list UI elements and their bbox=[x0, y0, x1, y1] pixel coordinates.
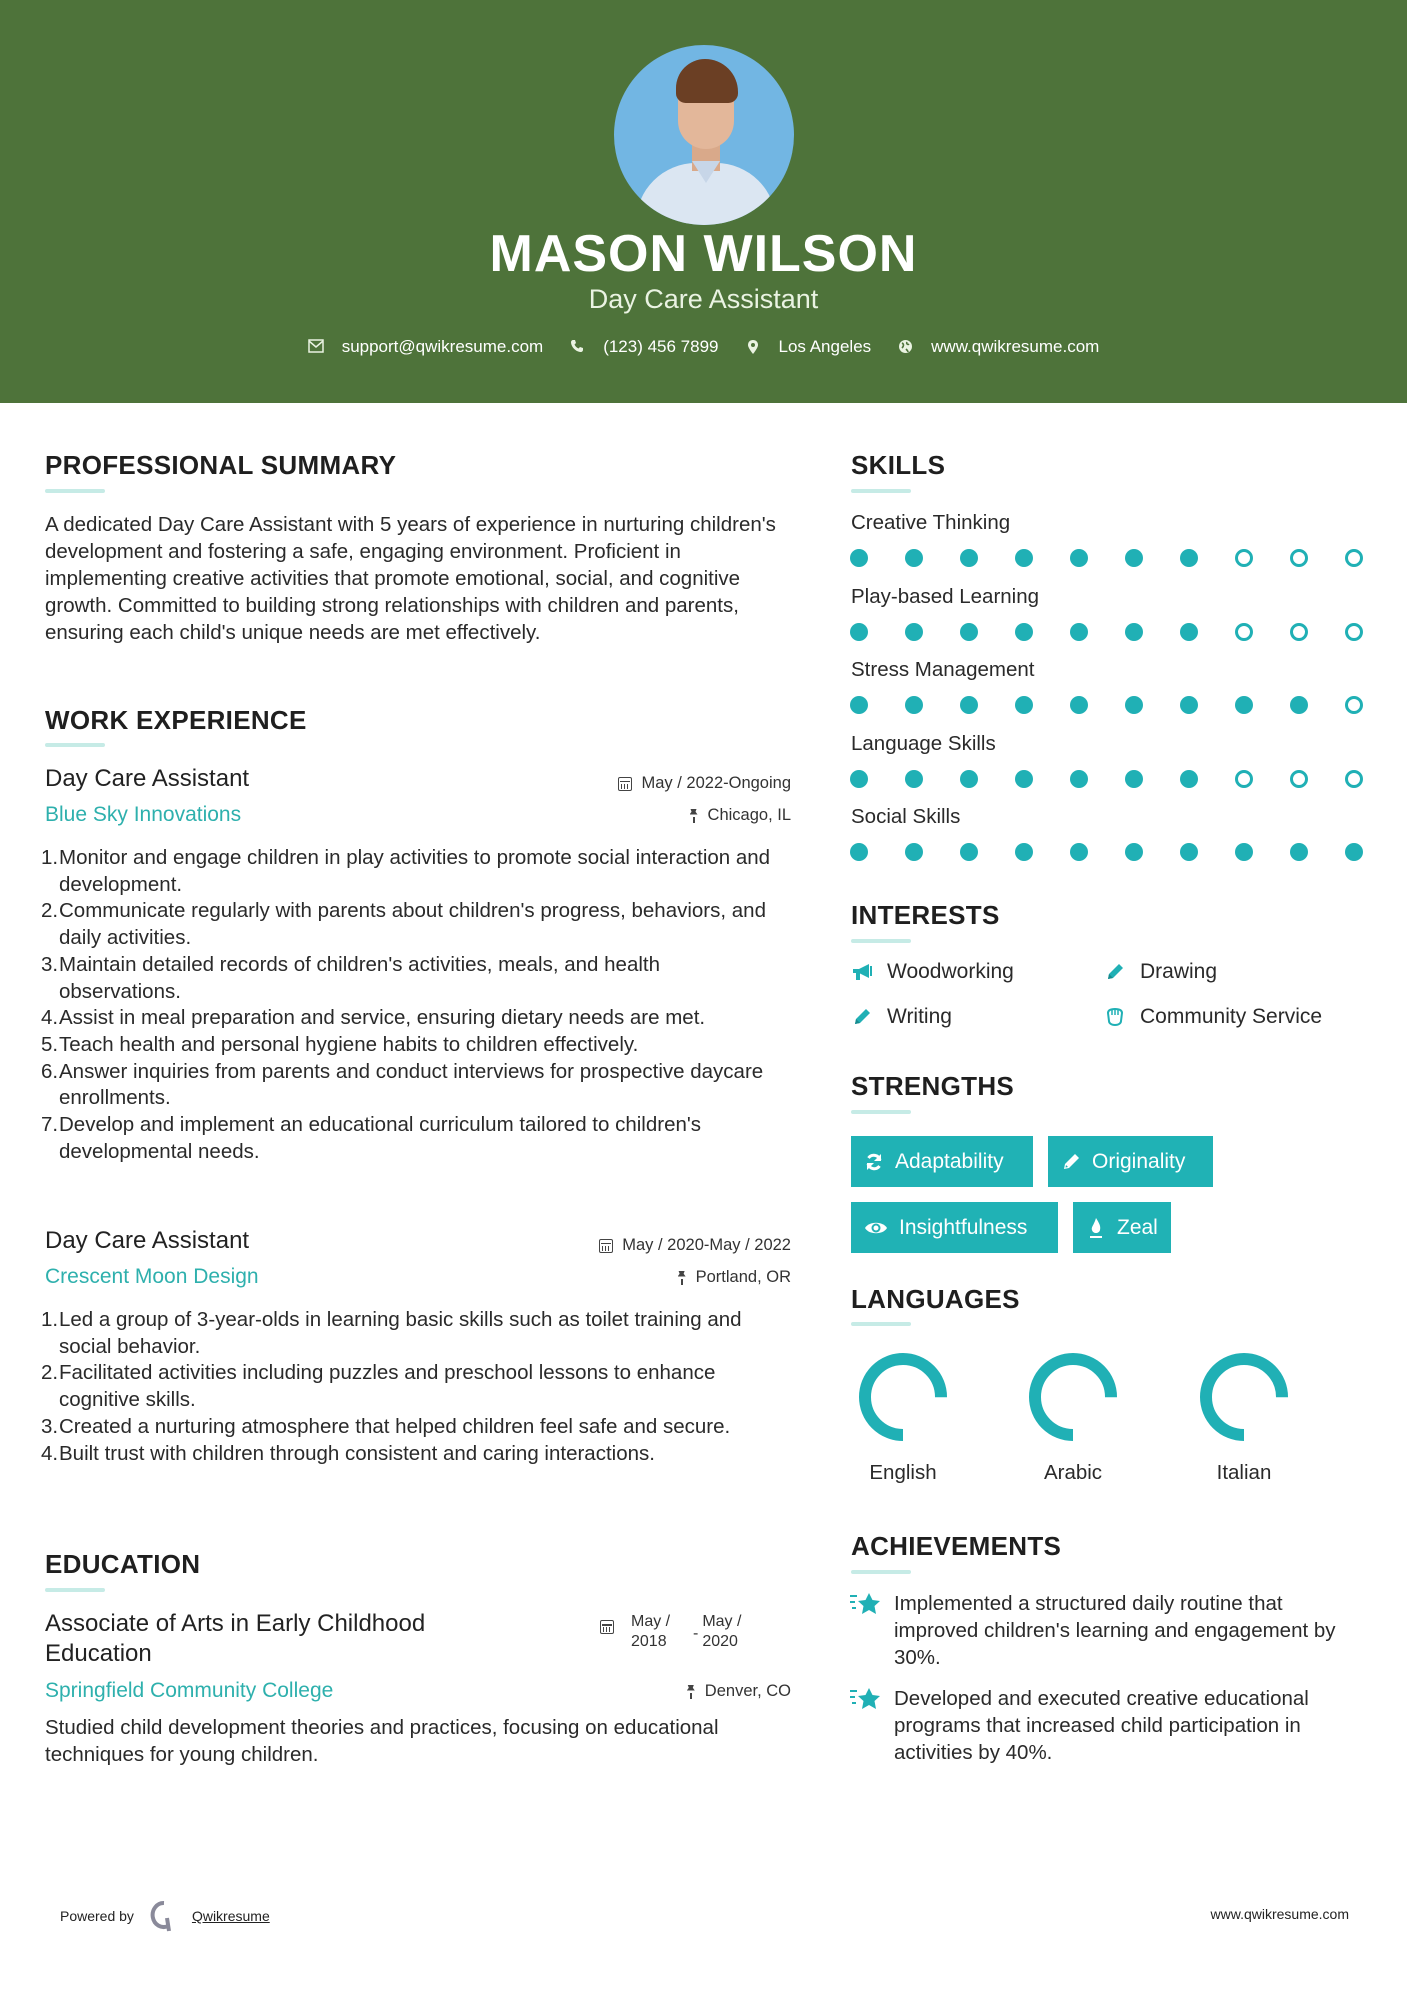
rating-dot-filled bbox=[850, 549, 868, 567]
star-icon bbox=[849, 1685, 883, 1713]
envelope-icon bbox=[308, 339, 324, 355]
date-separator: - bbox=[693, 1625, 699, 1642]
rating-dot-filled bbox=[1125, 549, 1143, 567]
rating-dot-empty bbox=[1345, 770, 1363, 788]
experience-title: WORK EXPERIENCE bbox=[45, 705, 307, 735]
job-location-1 bbox=[689, 806, 791, 825]
contact-phone[interactable] bbox=[569, 337, 718, 357]
website-text: www.qwikresume.com bbox=[931, 337, 1100, 356]
skill-rating bbox=[850, 843, 1400, 861]
rating-dot-empty bbox=[1235, 549, 1253, 567]
strengths-title: STRENGTHS bbox=[851, 1071, 1015, 1101]
pushpin-icon bbox=[686, 1685, 696, 1699]
education-description: Studied child development theories and practices, focusing on educational techniques for young children. bbox=[45, 1716, 719, 1766]
rating-dot-empty bbox=[1290, 770, 1308, 788]
summary-text: A dedicated Day Care Assistant with 5 years of experience in nurturing children's development and fostering a safe, engaging environment. Proficient in implementing creative activities that promote emotional, social, and cognitive growth. Committed to building strong relationships with children and parents, ensuring each child's unique needs are met effectively. bbox=[45, 513, 776, 644]
interest-label: Writing bbox=[887, 1005, 952, 1028]
list-item: Communicate regularly with parents about children's progress, behaviors, and daily activities. bbox=[59, 899, 766, 950]
job-company-1: Blue Sky Innovations bbox=[45, 803, 242, 826]
achievements-title: ACHIEVEMENTS bbox=[851, 1531, 1062, 1561]
calendar-icon bbox=[600, 1620, 614, 1634]
language-item bbox=[843, 1351, 963, 1485]
skills-underline bbox=[851, 489, 911, 493]
education-end: May / 2020 bbox=[702, 1613, 742, 1650]
strength-adaptability bbox=[851, 1136, 1033, 1187]
interests-underline bbox=[851, 939, 911, 943]
language-item bbox=[1013, 1351, 1133, 1485]
skill-label: Play-based Learning bbox=[851, 584, 1040, 608]
contact-website[interactable] bbox=[897, 337, 1099, 357]
job-location-text: Portland, OR bbox=[695, 1268, 791, 1286]
globe-icon bbox=[897, 339, 913, 355]
education-location bbox=[686, 1682, 791, 1701]
list-item: Built trust with children through consistent and caring interactions. bbox=[59, 1441, 655, 1465]
pushpin-icon bbox=[689, 809, 699, 823]
list-item: Led a group of 3-year-olds in learning basic skills such as toilet training and social behavior. bbox=[59, 1308, 742, 1358]
rating-dot-filled bbox=[1015, 549, 1033, 567]
rating-dot-empty bbox=[1290, 549, 1308, 567]
contact-bar bbox=[0, 337, 1407, 357]
pencil-icon bbox=[1060, 1151, 1082, 1173]
achievement-item-2 bbox=[849, 1685, 1369, 1766]
rating-dot-filled bbox=[1125, 623, 1143, 641]
rating-dot-empty bbox=[1235, 770, 1253, 788]
rating-dot-filled bbox=[1290, 843, 1308, 861]
rating-dot-filled bbox=[905, 843, 923, 861]
strengths-underline bbox=[851, 1110, 911, 1114]
candidate-name: MASON WILSON bbox=[489, 225, 918, 283]
rating-dot-filled bbox=[850, 843, 868, 861]
achievement-text: Implemented a structured daily routine that improved children's learning and engagement by 30%. bbox=[894, 1592, 1336, 1669]
rating-dot-filled bbox=[1180, 843, 1198, 861]
language-ring bbox=[1198, 1351, 1290, 1443]
rating-dot-empty bbox=[1345, 696, 1363, 714]
photo-hair bbox=[676, 59, 738, 103]
language-label: Italian bbox=[1216, 1461, 1272, 1484]
rating-dot-filled bbox=[960, 696, 978, 714]
interest-label: Woodworking bbox=[887, 960, 1014, 983]
rating-dot-filled bbox=[1180, 696, 1198, 714]
rating-dot-filled bbox=[1070, 549, 1088, 567]
education-title: EDUCATION bbox=[45, 1549, 201, 1579]
languages-underline bbox=[851, 1322, 911, 1326]
job-company-2: Crescent Moon Design bbox=[45, 1265, 259, 1288]
contact-location bbox=[745, 337, 872, 357]
rating-dot-filled bbox=[905, 623, 923, 641]
flame-icon bbox=[1085, 1217, 1107, 1239]
rating-dot-filled bbox=[1070, 696, 1088, 714]
job-title-2: Day Care Assistant bbox=[45, 1227, 250, 1254]
skill-label: Social Skills bbox=[851, 805, 961, 828]
interest-community-service bbox=[1104, 1005, 1322, 1029]
job-bullets-1 bbox=[41, 845, 781, 1165]
rating-dot-empty bbox=[1345, 549, 1363, 567]
megaphone-icon bbox=[851, 961, 873, 983]
rating-dot-filled bbox=[850, 770, 868, 788]
pushpin-icon bbox=[677, 1271, 687, 1285]
rating-dot-filled bbox=[1125, 696, 1143, 714]
rating-dot-filled bbox=[960, 843, 978, 861]
rating-dot-filled bbox=[1180, 770, 1198, 788]
eye-icon bbox=[863, 1217, 889, 1239]
rating-dot-filled bbox=[1070, 843, 1088, 861]
strength-insightfulness bbox=[851, 1202, 1058, 1253]
achievements-underline bbox=[851, 1570, 911, 1574]
map-marker-icon bbox=[745, 339, 761, 355]
achievement-item-1 bbox=[849, 1590, 1369, 1671]
list-item: Facilitated activities including puzzles and preschool lessons to enhance cognitive skills. bbox=[59, 1361, 716, 1412]
degree-title: Associate of Arts in Early Childhood Education bbox=[45, 1610, 426, 1667]
education-underline bbox=[45, 1588, 105, 1592]
job-location-text: Chicago, IL bbox=[707, 806, 791, 824]
summary-title: PROFESSIONAL SUMMARY bbox=[45, 450, 397, 480]
interest-label: Drawing bbox=[1140, 960, 1218, 983]
rating-dot-filled bbox=[960, 770, 978, 788]
interest-drawing bbox=[1104, 960, 1217, 984]
language-ring bbox=[1027, 1351, 1119, 1443]
strength-label: Zeal bbox=[1117, 1215, 1158, 1239]
rating-dot-filled bbox=[1125, 770, 1143, 788]
list-item: Monitor and engage children in play activities to promote social interaction and development. bbox=[59, 846, 771, 896]
rating-dot-filled bbox=[1180, 549, 1198, 567]
pencil-icon bbox=[851, 1006, 873, 1028]
interest-woodworking bbox=[851, 960, 1014, 984]
rating-dot-filled bbox=[1015, 623, 1033, 641]
location-text: Los Angeles bbox=[778, 337, 872, 356]
rating-dot-filled bbox=[1345, 843, 1363, 861]
strength-label: Insightfulness bbox=[899, 1215, 1028, 1239]
rating-dot-filled bbox=[1015, 770, 1033, 788]
rating-dot-empty bbox=[1345, 623, 1363, 641]
rating-dot-filled bbox=[1180, 623, 1198, 641]
qwikresume-logo-icon bbox=[150, 1900, 178, 1932]
job-dates-2 bbox=[599, 1236, 791, 1255]
calendar-icon bbox=[618, 777, 632, 791]
list-item: Assist in meal preparation and service, ensuring dietary needs are met. bbox=[59, 1006, 706, 1030]
rating-dot-filled bbox=[1015, 696, 1033, 714]
rating-dot-filled bbox=[1070, 770, 1088, 788]
qwikresume-link[interactable]: Qwikresume bbox=[191, 1908, 270, 1924]
rating-dot-filled bbox=[960, 623, 978, 641]
rating-dot-filled bbox=[850, 623, 868, 641]
rating-dot-filled bbox=[905, 770, 923, 788]
education-dates bbox=[600, 1612, 741, 1652]
rating-dot-empty bbox=[1235, 623, 1253, 641]
skill-label: Language Skills bbox=[851, 731, 996, 755]
language-label: Arabic bbox=[1043, 1461, 1103, 1484]
job-dates-text: May / 2022-Ongoing bbox=[641, 774, 791, 792]
list-item: Develop and implement an educational curriculum tailored to children's developmental needs. bbox=[59, 1113, 702, 1163]
profile-photo bbox=[614, 45, 794, 225]
rating-dot-filled bbox=[1235, 696, 1253, 714]
rating-dot-empty bbox=[1290, 623, 1308, 641]
language-ring bbox=[857, 1351, 949, 1443]
job-location-2 bbox=[677, 1268, 791, 1287]
rating-dot-filled bbox=[1070, 623, 1088, 641]
strength-label: Adaptability bbox=[895, 1149, 1004, 1173]
rating-dot-filled bbox=[1125, 843, 1143, 861]
job-dates-text: May / 2020-May / 2022 bbox=[622, 1236, 791, 1254]
rating-dot-filled bbox=[1290, 696, 1308, 714]
rating-dot-filled bbox=[850, 696, 868, 714]
skill-rating bbox=[850, 770, 1400, 788]
interests-title: INTERESTS bbox=[851, 900, 1000, 930]
star-icon bbox=[849, 1590, 883, 1618]
rating-dot-filled bbox=[905, 549, 923, 567]
job-bullets-2 bbox=[41, 1307, 781, 1467]
achievement-text: Developed and executed creative educational programs that increased child participation in activities by 40%. bbox=[894, 1687, 1309, 1764]
list-item: Answer inquiries from parents and conduct interviews for prospective daycare enrollments. bbox=[59, 1059, 764, 1110]
powered-by-label: Powered by bbox=[60, 1908, 134, 1924]
summary-underline bbox=[45, 489, 105, 493]
contact-email[interactable] bbox=[308, 337, 544, 357]
interest-writing bbox=[851, 1005, 952, 1029]
education-start: May / 2018 bbox=[631, 1613, 671, 1650]
skill-rating bbox=[850, 549, 1400, 567]
calendar-icon bbox=[599, 1239, 613, 1253]
interest-label: Community Service bbox=[1140, 1005, 1323, 1028]
rating-dot-filled bbox=[1235, 843, 1253, 861]
pencil-icon bbox=[1104, 961, 1126, 983]
rating-dot-filled bbox=[960, 549, 978, 567]
job-dates-1 bbox=[618, 774, 791, 793]
language-item bbox=[1184, 1351, 1304, 1485]
strength-label: Originality bbox=[1092, 1149, 1186, 1173]
languages-title: LANGUAGES bbox=[851, 1284, 1020, 1314]
experience-underline bbox=[45, 743, 105, 747]
candidate-role: Day Care Assistant bbox=[588, 284, 819, 314]
skill-label: Stress Management bbox=[851, 658, 1035, 681]
job-title-1: Day Care Assistant bbox=[45, 765, 250, 792]
list-item: Created a nurturing atmosphere that helped children feel safe and secure. bbox=[59, 1414, 731, 1438]
skills-title: SKILLS bbox=[851, 450, 946, 480]
header-band bbox=[0, 0, 1407, 403]
footer-powered-by bbox=[60, 1900, 270, 1932]
hand-icon bbox=[1104, 1006, 1126, 1028]
education-location-text: Denver, CO bbox=[704, 1682, 791, 1700]
strength-zeal bbox=[1073, 1202, 1171, 1253]
email-text: support@qwikresume.com bbox=[341, 337, 544, 356]
footer-url[interactable]: www.qwikresume.com bbox=[1210, 1906, 1349, 1922]
skill-rating bbox=[850, 623, 1400, 641]
phone-text: (123) 456 7899 bbox=[603, 337, 719, 356]
rating-dot-filled bbox=[1015, 843, 1033, 861]
phone-icon bbox=[569, 339, 585, 355]
school-name: Springfield Community College bbox=[45, 1679, 334, 1702]
refresh-icon bbox=[863, 1151, 885, 1173]
list-item: Maintain detailed records of children's activities, meals, and health observations. bbox=[59, 952, 661, 1003]
rating-dot-filled bbox=[905, 696, 923, 714]
strength-originality bbox=[1048, 1136, 1213, 1187]
language-label: English bbox=[869, 1461, 937, 1484]
list-item: Teach health and personal hygiene habits to children effectively. bbox=[59, 1032, 639, 1056]
skill-rating bbox=[850, 696, 1400, 714]
skill-label: Creative Thinking bbox=[851, 511, 1011, 534]
